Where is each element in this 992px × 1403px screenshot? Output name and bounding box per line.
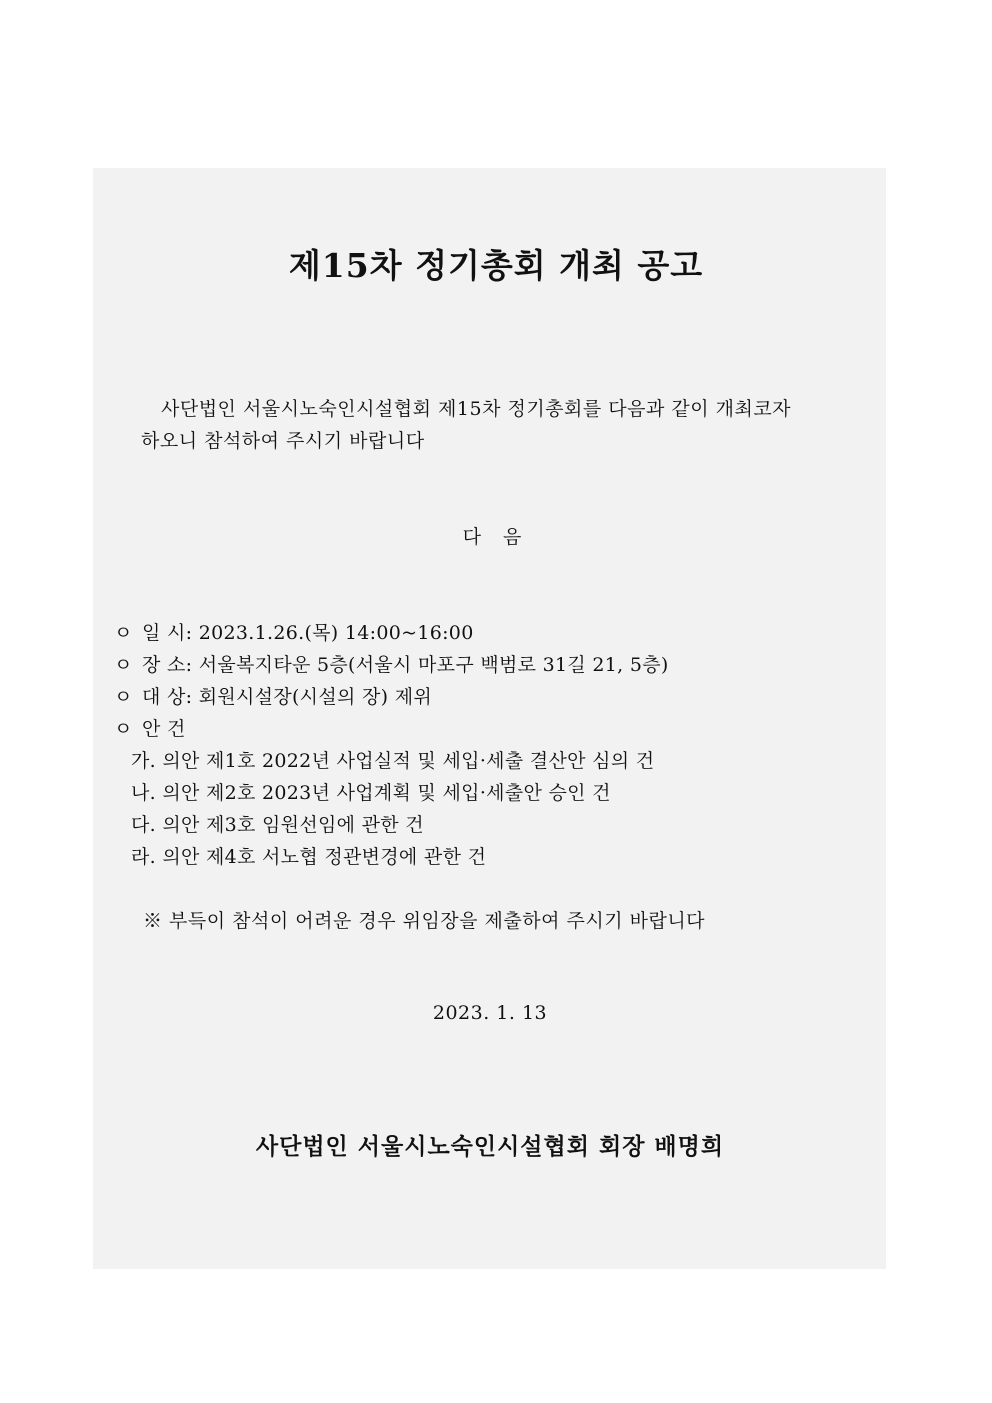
agenda-item-1: 가. 의안 제1호 2022년 사업실적 및 세입·세출 결산안 심의 건 (131, 750, 655, 772)
item-target (114, 682, 432, 709)
bullet-icon: ㅇ (114, 686, 133, 708)
item-datetime (114, 618, 474, 645)
agenda-item-4: 라. 의안 제4호 서노협 정관변경에 관한 건 (131, 846, 487, 868)
item-label: 대 상: (142, 686, 193, 708)
bullet-icon: ㅇ (114, 718, 133, 740)
notice-date: 2023. 1. 13 (432, 1002, 548, 1024)
item-value: 서울복지타운 5층(서울시 마포구 백범로 31길 21, 5층) (198, 654, 669, 676)
item-value: 2023.1.26.(목) 14:00~16:00 (198, 622, 474, 644)
signature: 사단법인 서울시노숙인시설협회 회장 배명희 (255, 1133, 725, 1160)
bullet-icon: ㅇ (114, 622, 133, 644)
item-label: 일 시: (142, 622, 193, 644)
item-value: 회원시설장(시설의 장) 제위 (198, 686, 433, 708)
agenda-item-2: 나. 의안 제2호 2023년 사업계획 및 세입·세출안 승인 건 (131, 782, 611, 804)
intro-line-1: 사단법인 서울시노숙인시설협회 제15차 정기총회를 다음과 같이 개최코자 (161, 398, 792, 420)
item-label: 안 건 (142, 718, 186, 740)
item-agenda (114, 714, 186, 741)
bullet-icon: ㅇ (114, 654, 133, 676)
agenda-item-3: 다. 의안 제3호 임원선임에 관한 건 (131, 814, 424, 836)
intro-line-2: 하오니 참석하여 주시기 바랍니다 (141, 430, 425, 452)
item-location (114, 650, 669, 677)
notice-title: 제15차 정기총회 개최 공고 (288, 246, 704, 285)
note-text: ※ 부득이 참석이 어려운 경우 위임장을 제출하여 주시기 바랍니다 (143, 910, 706, 932)
item-label: 장 소: (142, 654, 193, 676)
notice-panel (93, 168, 886, 1269)
section-heading: 다 음 (462, 526, 530, 548)
